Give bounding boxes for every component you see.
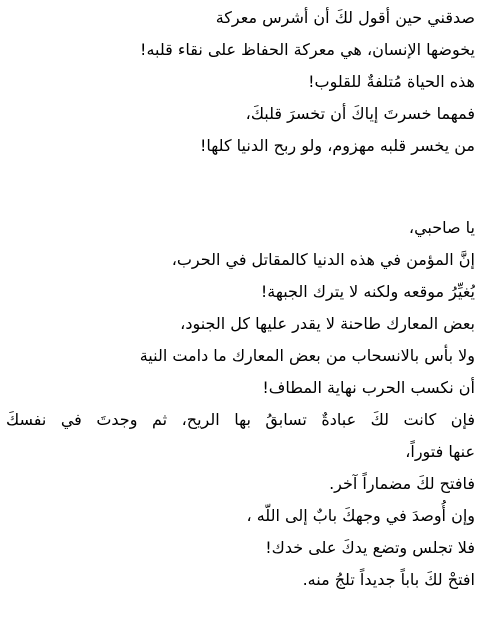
poem-line: بعض المعارك طاحنة لا يقدر عليها كل الجنود،	[180, 314, 475, 333]
poem-line: فلا تجلس وتضع يدكَ على خدك!	[265, 538, 475, 557]
poem-line: فافتح لكَ مضماراً آخر.	[329, 474, 475, 493]
poem-line: أن نكسب الحرب نهاية المطاف!	[262, 378, 475, 397]
poem-line: يا صاحبي،	[408, 218, 475, 237]
poem-line: من يخسر قلبه مهزوم، ولو ربح الدنيا كلها!	[200, 136, 475, 155]
poem-line: هذه الحياة مُتلفةٌ للقلوب!	[308, 72, 475, 91]
poem-line: عنها فتوراً،	[405, 442, 475, 461]
poem-line: فإن كانت لكَ عبادةٌ تسابقُ بها الريح، ثم وجدتَ في نفسكَ	[6, 410, 475, 429]
poem-line: يُغيِّرُ موقعه ولكنه لا يترك الجبهة!	[260, 282, 475, 301]
poem-line: افتحْ لكَ باباً جديداً تلجُ منه.	[302, 570, 475, 589]
poem-line: صدقني حين أقول لكَ أن أشرس معركة	[215, 8, 475, 27]
poem-line: إنَّ المؤمن في هذه الدنيا كالمقاتل في الحرب،	[171, 250, 475, 269]
poem-line: فمهما خسرتَ إياكَ أن تخسرَ قلبكَ،	[245, 104, 475, 123]
poem-line: وإن أُوصدَ في وجهكَ بابٌ إلى اللّه ،	[246, 506, 475, 525]
poem-line: ولا بأس بالانسحاب من بعض المعارك ما دامت النية	[139, 346, 475, 365]
poem-line: يخوضها الإنسان، هي معركة الحفاظ على نقاء قلبه!	[140, 40, 475, 59]
